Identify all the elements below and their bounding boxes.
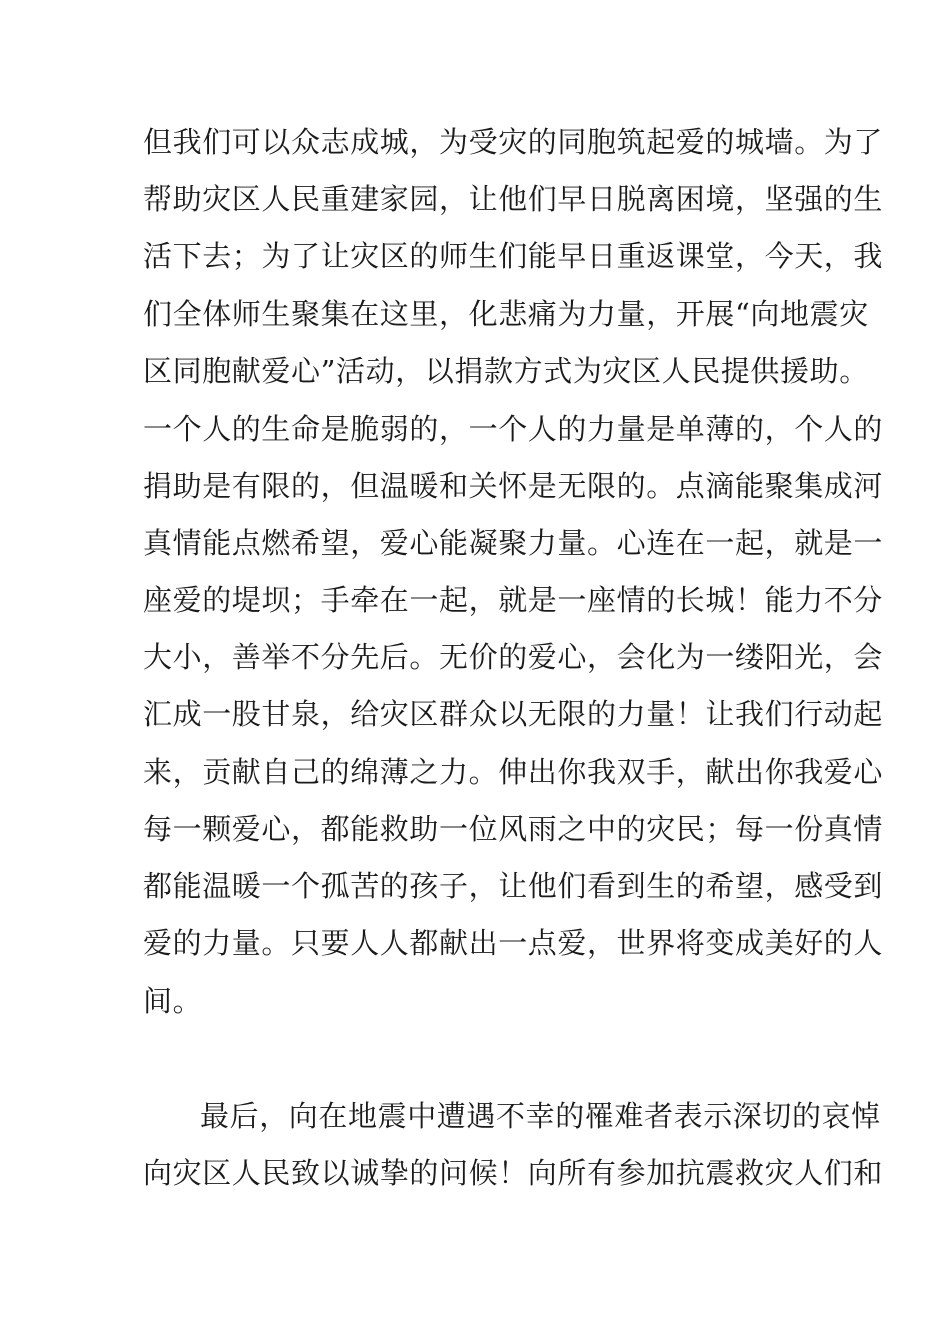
paragraph-1-line-6: 一个人的生命是脆弱的，一个人的力量是单薄的，个人的 [143,412,884,446]
paragraph-1-line-7: 捐助是有限的，但温暖和关怀是无限的。点滴能聚集成河 [143,469,884,503]
paragraph-1-line-1: 但我们可以众志成城，为受灾的同胞筑起爱的城墙。为了 [143,125,884,159]
paragraph-1-line-16: 间。 [143,984,203,1018]
paragraph-1-line-8: 真情能点燃希望，爱心能凝聚力量。心连在一起，就是一 [143,526,884,560]
paragraph-1-line-14: 都能温暖一个孤苦的孩子，让他们看到生的希望，感受到 [143,869,884,903]
paragraph-1-line-13: 每一颗爱心，都能救助一位风雨之中的灾民；每一份真情 [143,812,884,846]
paragraph-2-line-1: 最后，向在地震中遭遇不幸的罹难者表示深切的哀悼 [200,1099,881,1133]
paragraph-1-line-15: 爱的力量。只要人人都献出一点爱，世界将变成美好的人 [143,926,884,960]
paragraph-1-line-10: 大小，善举不分先后。无价的爱心，会化为一缕阳光，会 [143,640,884,674]
paragraph-1-line-2: 帮助灾区人民重建家园，让他们早日脱离困境，坚强的生 [143,182,884,216]
paragraph-1-line-3: 活下去；为了让灾区的师生们能早日重返课堂，今天，我 [143,239,884,273]
paragraph-1-line-9: 座爱的堤坝；手牵在一起，就是一座情的长城！能力不分 [143,583,884,617]
paragraph-1-line-12: 来，贡献自己的绵薄之力。伸出你我双手，献出你我爱心 [143,755,884,789]
paragraph-2-line-2: 向灾区人民致以诚挚的问候！向所有参加抗震救灾人们和 [143,1156,884,1190]
paragraph-1-line-11: 汇成一股甘泉，给灾区群众以无限的力量！让我们行动起 [143,697,884,731]
paragraph-1-line-5: 区同胞献爱心”活动，以捐款方式为灾区人民提供援助。 [143,354,869,388]
paragraph-1-line-4: 们全体师生聚集在这里，化悲痛为力量，开展“向地震灾 [143,297,869,331]
